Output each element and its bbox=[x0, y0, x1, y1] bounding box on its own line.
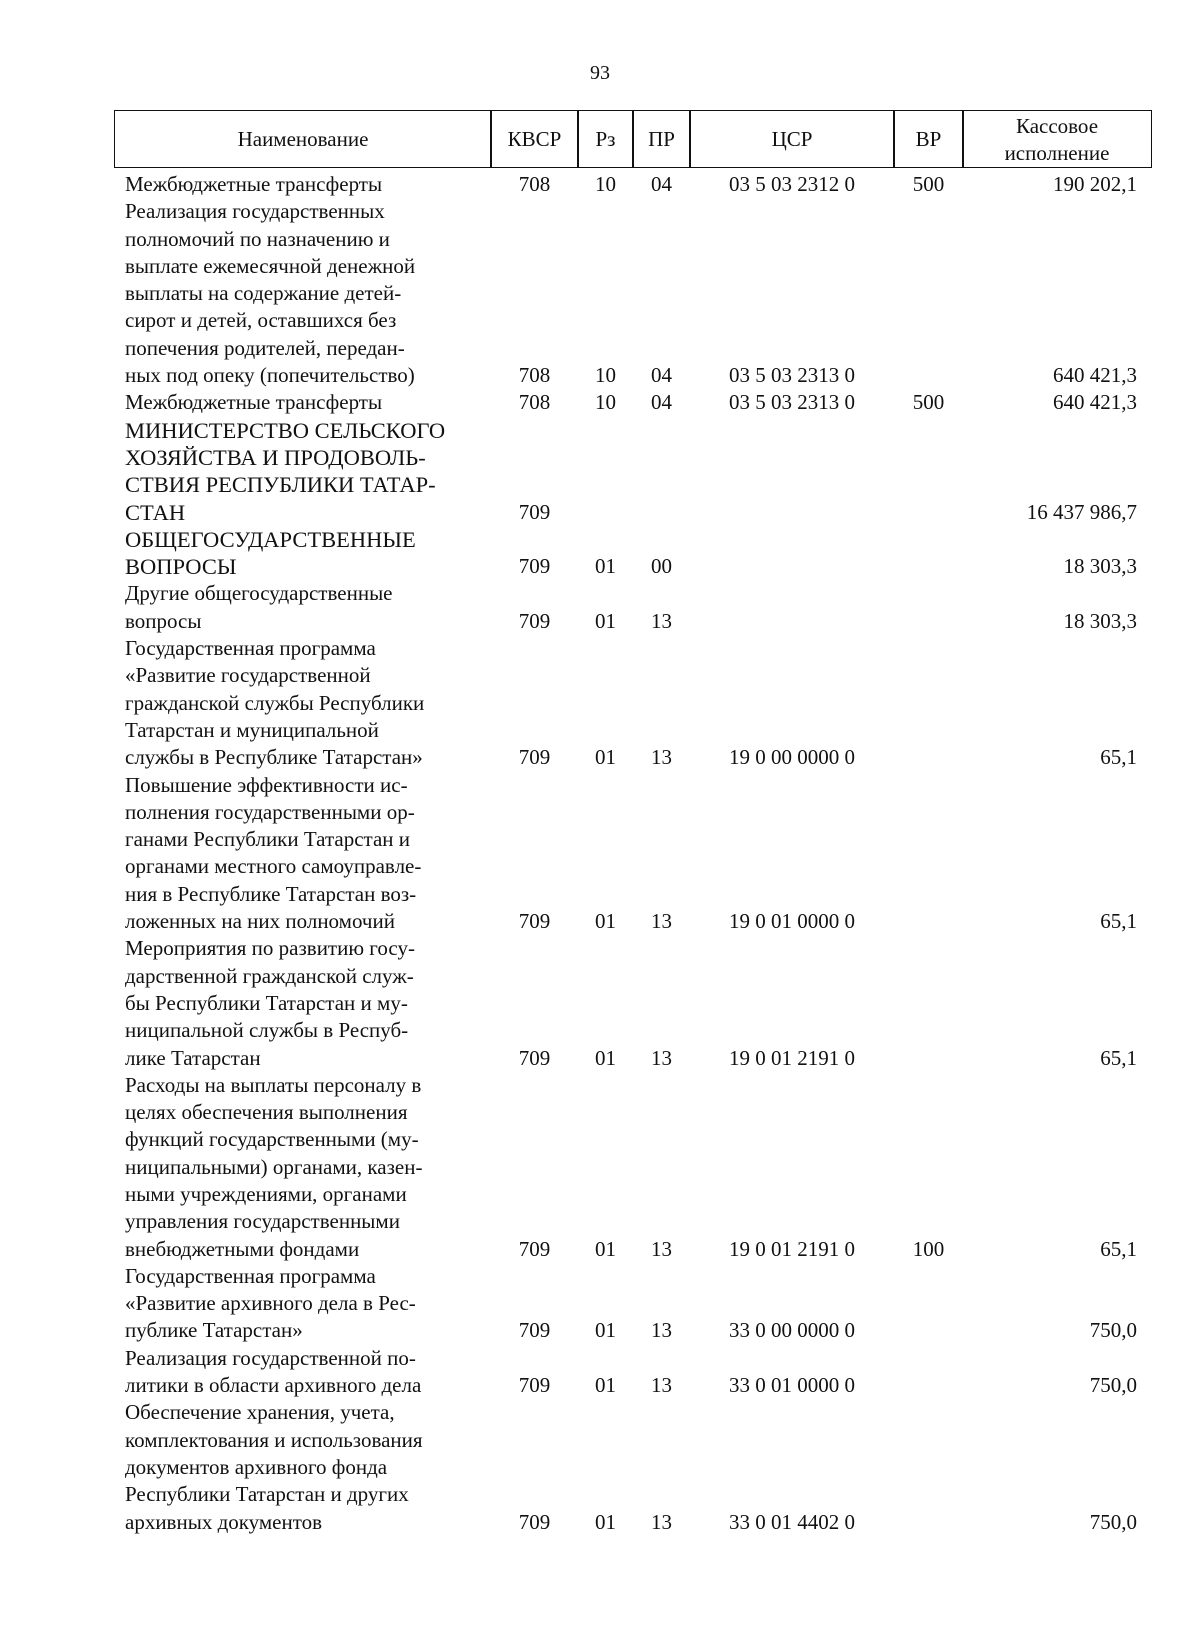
rz-cell: 01 bbox=[595, 909, 616, 934]
table-row bbox=[0, 526, 1200, 581]
cash-execution-cell: 18 303,3 bbox=[1063, 554, 1137, 579]
row-name-line: Межбюджетные трансферты bbox=[125, 172, 383, 196]
csr-cell: 33 0 00 0000 0 bbox=[729, 1318, 855, 1343]
row-name-line: литики в области архивного дела bbox=[125, 1373, 422, 1398]
rz-cell: 01 bbox=[595, 745, 616, 770]
kvsr-cell: 708 bbox=[518, 363, 551, 388]
cash-execution-cell: 65,1 bbox=[1100, 1236, 1137, 1261]
pr-cell: 13 bbox=[651, 608, 672, 633]
pr-cell: 13 bbox=[651, 1509, 672, 1534]
header-csr: ЦСР bbox=[689, 110, 895, 168]
table-row bbox=[0, 417, 1200, 526]
vr-cell: 500 bbox=[912, 172, 945, 196]
header-cash-execution-line2: исполнение bbox=[1004, 141, 1110, 165]
table-row bbox=[0, 198, 1200, 389]
row-name bbox=[125, 1263, 480, 1345]
header-rz: Рз bbox=[577, 110, 634, 168]
cash-execution-cell: 65,1 bbox=[1100, 909, 1137, 934]
table-row bbox=[0, 1263, 1200, 1345]
header-name: Наименование bbox=[114, 110, 492, 168]
row-name-line: «Развитие государственной bbox=[125, 663, 371, 688]
pr-cell: 13 bbox=[651, 1236, 672, 1261]
row-name-line: СТВИЯ РЕСПУБЛИКИ ТАТАР- bbox=[125, 472, 436, 498]
table-row bbox=[0, 389, 1200, 416]
pr-cell: 13 bbox=[651, 745, 672, 770]
pr-cell: 13 bbox=[651, 909, 672, 934]
row-name-line: комплектования и использования bbox=[125, 1427, 423, 1452]
row-name-line: Расходы на выплаты персоналу в bbox=[125, 1072, 422, 1097]
row-name-line: Татарстан и муниципальной bbox=[125, 717, 379, 742]
header-pr: ПР bbox=[632, 110, 691, 168]
row-name-line: архивных документов bbox=[125, 1509, 323, 1534]
row-name-line: службы в Республике Татарстан» bbox=[125, 745, 423, 770]
table-row bbox=[0, 1399, 1200, 1535]
kvsr-cell: 709 bbox=[518, 499, 551, 524]
page-number: 93 bbox=[590, 62, 610, 84]
rz-cell: 01 bbox=[595, 1509, 616, 1534]
row-name-line: функций государственными (му- bbox=[125, 1127, 419, 1152]
kvsr-cell: 708 bbox=[518, 390, 551, 415]
row-name-line: полнения государственными ор- bbox=[125, 799, 415, 824]
kvsr-cell: 709 bbox=[518, 554, 551, 579]
row-name-line: ными учреждениями, органами bbox=[125, 1181, 407, 1206]
row-name bbox=[125, 1399, 480, 1535]
kvsr-cell: 709 bbox=[518, 745, 551, 770]
row-name-line: Межбюджетные трансферты bbox=[125, 390, 383, 415]
rz-cell: 01 bbox=[595, 1318, 616, 1343]
csr-cell: 03 5 03 2312 0 bbox=[729, 172, 855, 196]
rz-cell: 10 bbox=[595, 172, 616, 196]
row-name-line: внебюджетными фондами bbox=[125, 1236, 360, 1261]
row-name-line: ложенных на них полномочий bbox=[125, 909, 395, 934]
row-name-line: ХОЗЯЙСТВА И ПРОДОВОЛЬ- bbox=[125, 444, 426, 470]
kvsr-cell: 709 bbox=[518, 1509, 551, 1534]
row-name-line: «Развитие архивного дела в Рес- bbox=[125, 1291, 416, 1316]
cash-execution-cell: 18 303,3 bbox=[1063, 608, 1137, 633]
rz-cell: 01 bbox=[595, 1045, 616, 1070]
table-row bbox=[0, 772, 1200, 936]
rz-cell: 01 bbox=[595, 608, 616, 633]
table-row bbox=[0, 935, 1200, 1071]
row-name-line: Государственная программа bbox=[125, 1263, 376, 1288]
header-kvsr: КВСР bbox=[490, 110, 579, 168]
pr-cell: 13 bbox=[651, 1045, 672, 1070]
row-name-line: Мероприятия по развитию госу- bbox=[125, 936, 415, 961]
row-name bbox=[125, 935, 480, 1071]
kvsr-cell: 709 bbox=[518, 1045, 551, 1070]
cash-execution-cell: 190 202,1 bbox=[1053, 172, 1137, 196]
csr-cell: 03 5 03 2313 0 bbox=[729, 363, 855, 388]
table-row bbox=[0, 171, 1200, 198]
vr-cell: 100 bbox=[912, 1236, 945, 1261]
kvsr-cell: 709 bbox=[518, 1318, 551, 1343]
row-name-line: бы Республики Татарстан и му- bbox=[125, 990, 408, 1015]
pr-cell: 13 bbox=[651, 1373, 672, 1398]
row-name-line: вопросы bbox=[125, 608, 202, 633]
kvsr-cell: 709 bbox=[518, 608, 551, 633]
row-name-line: СТАН bbox=[125, 499, 186, 525]
row-name-line: выплаты на содержание детей- bbox=[125, 281, 402, 306]
csr-cell: 19 0 01 2191 0 bbox=[729, 1236, 855, 1261]
row-name-line: ния в Республике Татарстан воз- bbox=[125, 881, 417, 906]
row-name bbox=[125, 417, 480, 526]
rz-cell: 01 bbox=[595, 1236, 616, 1261]
row-name-line: дарственной гражданской служ- bbox=[125, 963, 414, 988]
rz-cell: 01 bbox=[595, 554, 616, 579]
row-name-line: ганами Республики Татарстан и bbox=[125, 827, 411, 852]
row-name bbox=[125, 635, 480, 771]
rz-cell: 01 bbox=[595, 1373, 616, 1398]
row-name-line: МИНИСТЕРСТВО СЕЛЬСКОГО bbox=[125, 417, 446, 443]
cash-execution-cell: 750,0 bbox=[1089, 1373, 1137, 1398]
cash-execution-cell: 65,1 bbox=[1100, 745, 1137, 770]
row-name-line: Реализация государственной по- bbox=[125, 1345, 416, 1370]
table-row bbox=[0, 1072, 1200, 1263]
cash-execution-cell: 640 421,3 bbox=[1053, 363, 1137, 388]
rz-cell: 10 bbox=[595, 363, 616, 388]
row-name-line: Другие общегосударственные bbox=[125, 581, 393, 606]
kvsr-cell: 709 bbox=[518, 909, 551, 934]
row-name-line: ниципальной службы в Респуб- bbox=[125, 1018, 409, 1043]
kvsr-cell: 709 bbox=[518, 1373, 551, 1398]
row-name-line: попечения родителей, передан- bbox=[125, 335, 405, 360]
csr-cell: 33 0 01 0000 0 bbox=[729, 1373, 855, 1398]
cash-execution-cell: 750,0 bbox=[1089, 1318, 1137, 1343]
pr-cell: 04 bbox=[651, 363, 672, 388]
row-name-line: гражданской службы Республики bbox=[125, 690, 425, 715]
pr-cell: 13 bbox=[651, 1318, 672, 1343]
row-name-line: Государственная программа bbox=[125, 636, 376, 661]
rz-cell: 10 bbox=[595, 390, 616, 415]
csr-cell: 19 0 01 0000 0 bbox=[729, 909, 855, 934]
row-name-line: полномочий по назначению и bbox=[125, 226, 390, 251]
row-name-line: ных под опеку (попечительство) bbox=[125, 363, 415, 388]
row-name bbox=[125, 171, 480, 198]
kvsr-cell: 708 bbox=[518, 172, 551, 196]
cash-execution-cell: 16 437 986,7 bbox=[1026, 499, 1137, 524]
pr-cell: 00 bbox=[651, 554, 672, 579]
row-name bbox=[125, 198, 480, 389]
vr-cell: 500 bbox=[912, 390, 945, 415]
row-name-line: ВОПРОСЫ bbox=[125, 554, 237, 580]
csr-cell: 33 0 01 4402 0 bbox=[729, 1509, 855, 1534]
row-name-line: публике Татарстан» bbox=[125, 1318, 303, 1343]
row-name bbox=[125, 772, 480, 936]
row-name-line: органами местного самоуправле- bbox=[125, 854, 422, 879]
row-name-line: документов архивного фонда bbox=[125, 1454, 388, 1479]
row-name-line: ОБЩЕГОСУДАРСТВЕННЫЕ bbox=[125, 526, 416, 552]
row-name bbox=[125, 526, 480, 581]
csr-cell: 03 5 03 2313 0 bbox=[729, 390, 855, 415]
row-name-line: Республики Татарстан и других bbox=[125, 1482, 409, 1507]
pr-cell: 04 bbox=[651, 172, 672, 196]
table-body bbox=[0, 171, 1200, 1536]
row-name-line: лике Татарстан bbox=[125, 1045, 261, 1070]
row-name-line: Реализация государственных bbox=[125, 199, 385, 224]
csr-cell: 19 0 00 0000 0 bbox=[729, 745, 855, 770]
header-vr: ВР bbox=[893, 110, 964, 168]
row-name-line: сирот и детей, оставшихся без bbox=[125, 308, 397, 333]
kvsr-cell: 709 bbox=[518, 1236, 551, 1261]
table-row bbox=[0, 635, 1200, 771]
row-name bbox=[125, 1072, 480, 1263]
row-name bbox=[125, 1345, 480, 1400]
row-name-line: целях обеспечения выполнения bbox=[125, 1100, 408, 1125]
cash-execution-cell: 750,0 bbox=[1089, 1509, 1137, 1534]
csr-cell: 19 0 01 2191 0 bbox=[729, 1045, 855, 1070]
header-cash-execution-line1: Кассовое bbox=[1015, 114, 1099, 138]
cash-execution-cell: 65,1 bbox=[1100, 1045, 1137, 1070]
table-row bbox=[0, 1345, 1200, 1400]
cash-execution-cell: 640 421,3 bbox=[1053, 390, 1137, 415]
row-name-line: Повышение эффективности ис- bbox=[125, 772, 408, 797]
header-cash-execution bbox=[962, 110, 1152, 168]
row-name-line: управления государственными bbox=[125, 1209, 400, 1234]
row-name bbox=[125, 389, 480, 416]
row-name-line: выплате ежемесячной денежной bbox=[125, 253, 416, 278]
row-name-line: ниципальными) органами, казен- bbox=[125, 1154, 423, 1179]
row-name-line: Обеспечение хранения, учета, bbox=[125, 1400, 395, 1425]
pr-cell: 04 bbox=[651, 390, 672, 415]
table-row bbox=[0, 580, 1200, 635]
row-name bbox=[125, 580, 480, 635]
